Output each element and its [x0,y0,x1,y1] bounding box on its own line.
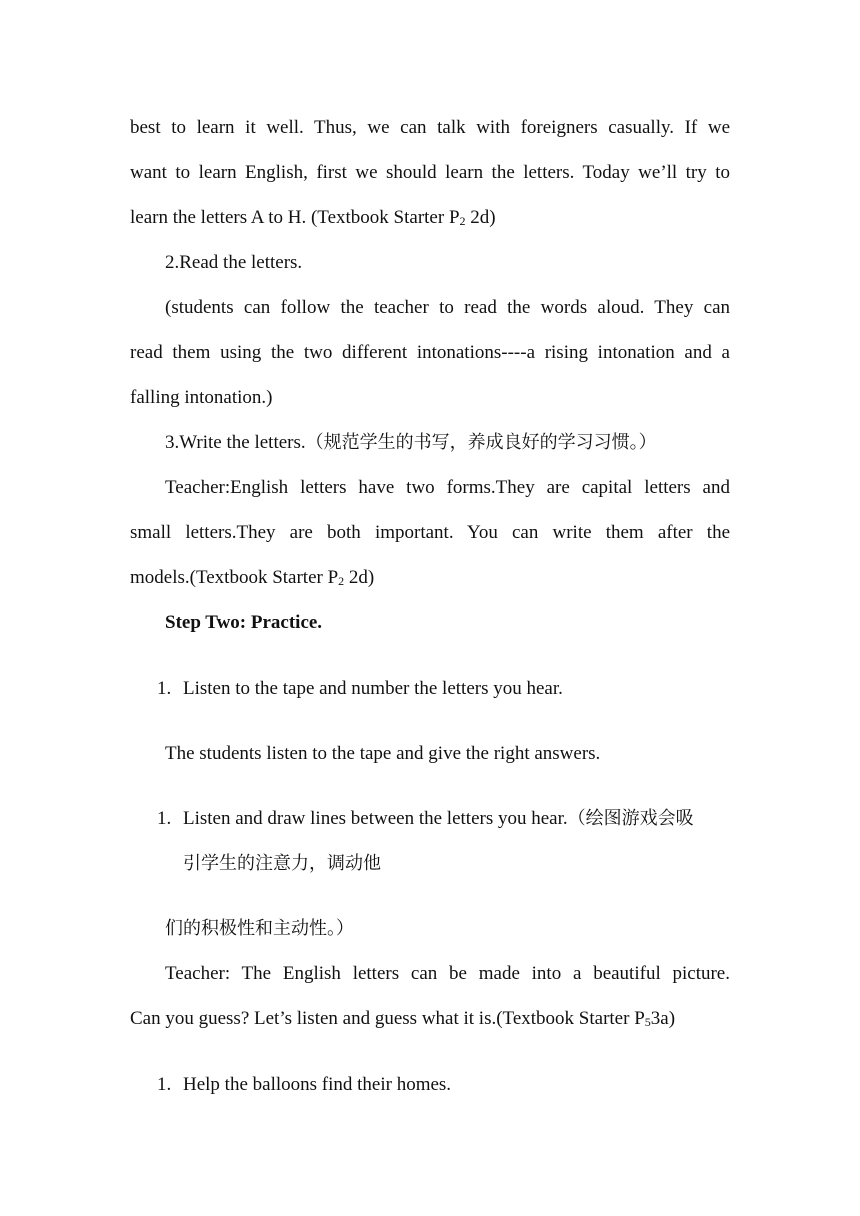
draw-note-1: （绘图游戏会吸 [567,808,694,829]
draw-number: 1. [157,808,172,829]
intro-line-3 [130,206,496,230]
step-two-heading-text: Step Two: Practice. [165,612,323,633]
write-heading-text: 3.Write the letters. [165,432,306,453]
write-line-2: small letters.They are both important. You can write them after the [130,522,730,543]
step-two-heading [165,611,322,635]
intro-line-3-subscript: 2 [459,214,466,228]
write-line-3 [130,566,374,590]
guess-line-2 [130,1007,675,1031]
listen-number: 1. [157,678,172,699]
intro-line-3-text: learn the letters A to H. (Textbook Starter P [130,207,460,228]
guess-line-2-subscript: 5 [644,1015,651,1029]
write-line-3-text: models.(Textbook Starter P [130,567,339,588]
intro-line-1: best to learn it well. Thus, we can talk with foreigners casually. If we [130,117,730,138]
intro-line-3-tail: 2d) [465,207,496,228]
read-line-2: read them using the two different intonations----a rising intonation and a [130,342,730,363]
write-line-3-subscript: 2 [338,574,345,588]
read-heading: 2.Read the letters. [165,252,303,273]
write-line-3-tail: 2d) [344,567,375,588]
draw-note-2: 引学生的注意力，调动他 [183,853,381,874]
guess-line-2-tail: 3a) [650,1008,676,1029]
write-heading-note: （规范学生的书写，养成良好的学习习惯。） [305,432,657,453]
balloons-text: Help the balloons find their homes. [183,1074,452,1095]
listen-followup: The students listen to the tape and give the right answers. [165,743,601,764]
write-heading [165,431,657,455]
guess-line-1: Teacher: The English letters can be made into a beautiful picture. [165,963,730,984]
write-line-1: Teacher:English letters have two forms.They are capital letters and [165,477,730,498]
balloons-number: 1. [157,1074,172,1095]
listen-text: Listen to the tape and number the letters you hear. [183,678,563,699]
read-line-3: falling intonation.) [130,387,273,408]
read-line-1: (students can follow the teacher to read the words aloud. They can [165,297,730,318]
guess-line-2-text: Can you guess? Let’s listen and guess what it is.(Textbook Starter P [130,1008,645,1029]
intro-line-2: want to learn English, first we should learn the letters. Today we’ll try to [130,162,730,183]
draw-line-1 [183,807,694,831]
draw-text: Listen and draw lines between the letters you hear. [183,808,568,829]
draw-note-3: 们的积极性和主动性。） [165,918,354,939]
